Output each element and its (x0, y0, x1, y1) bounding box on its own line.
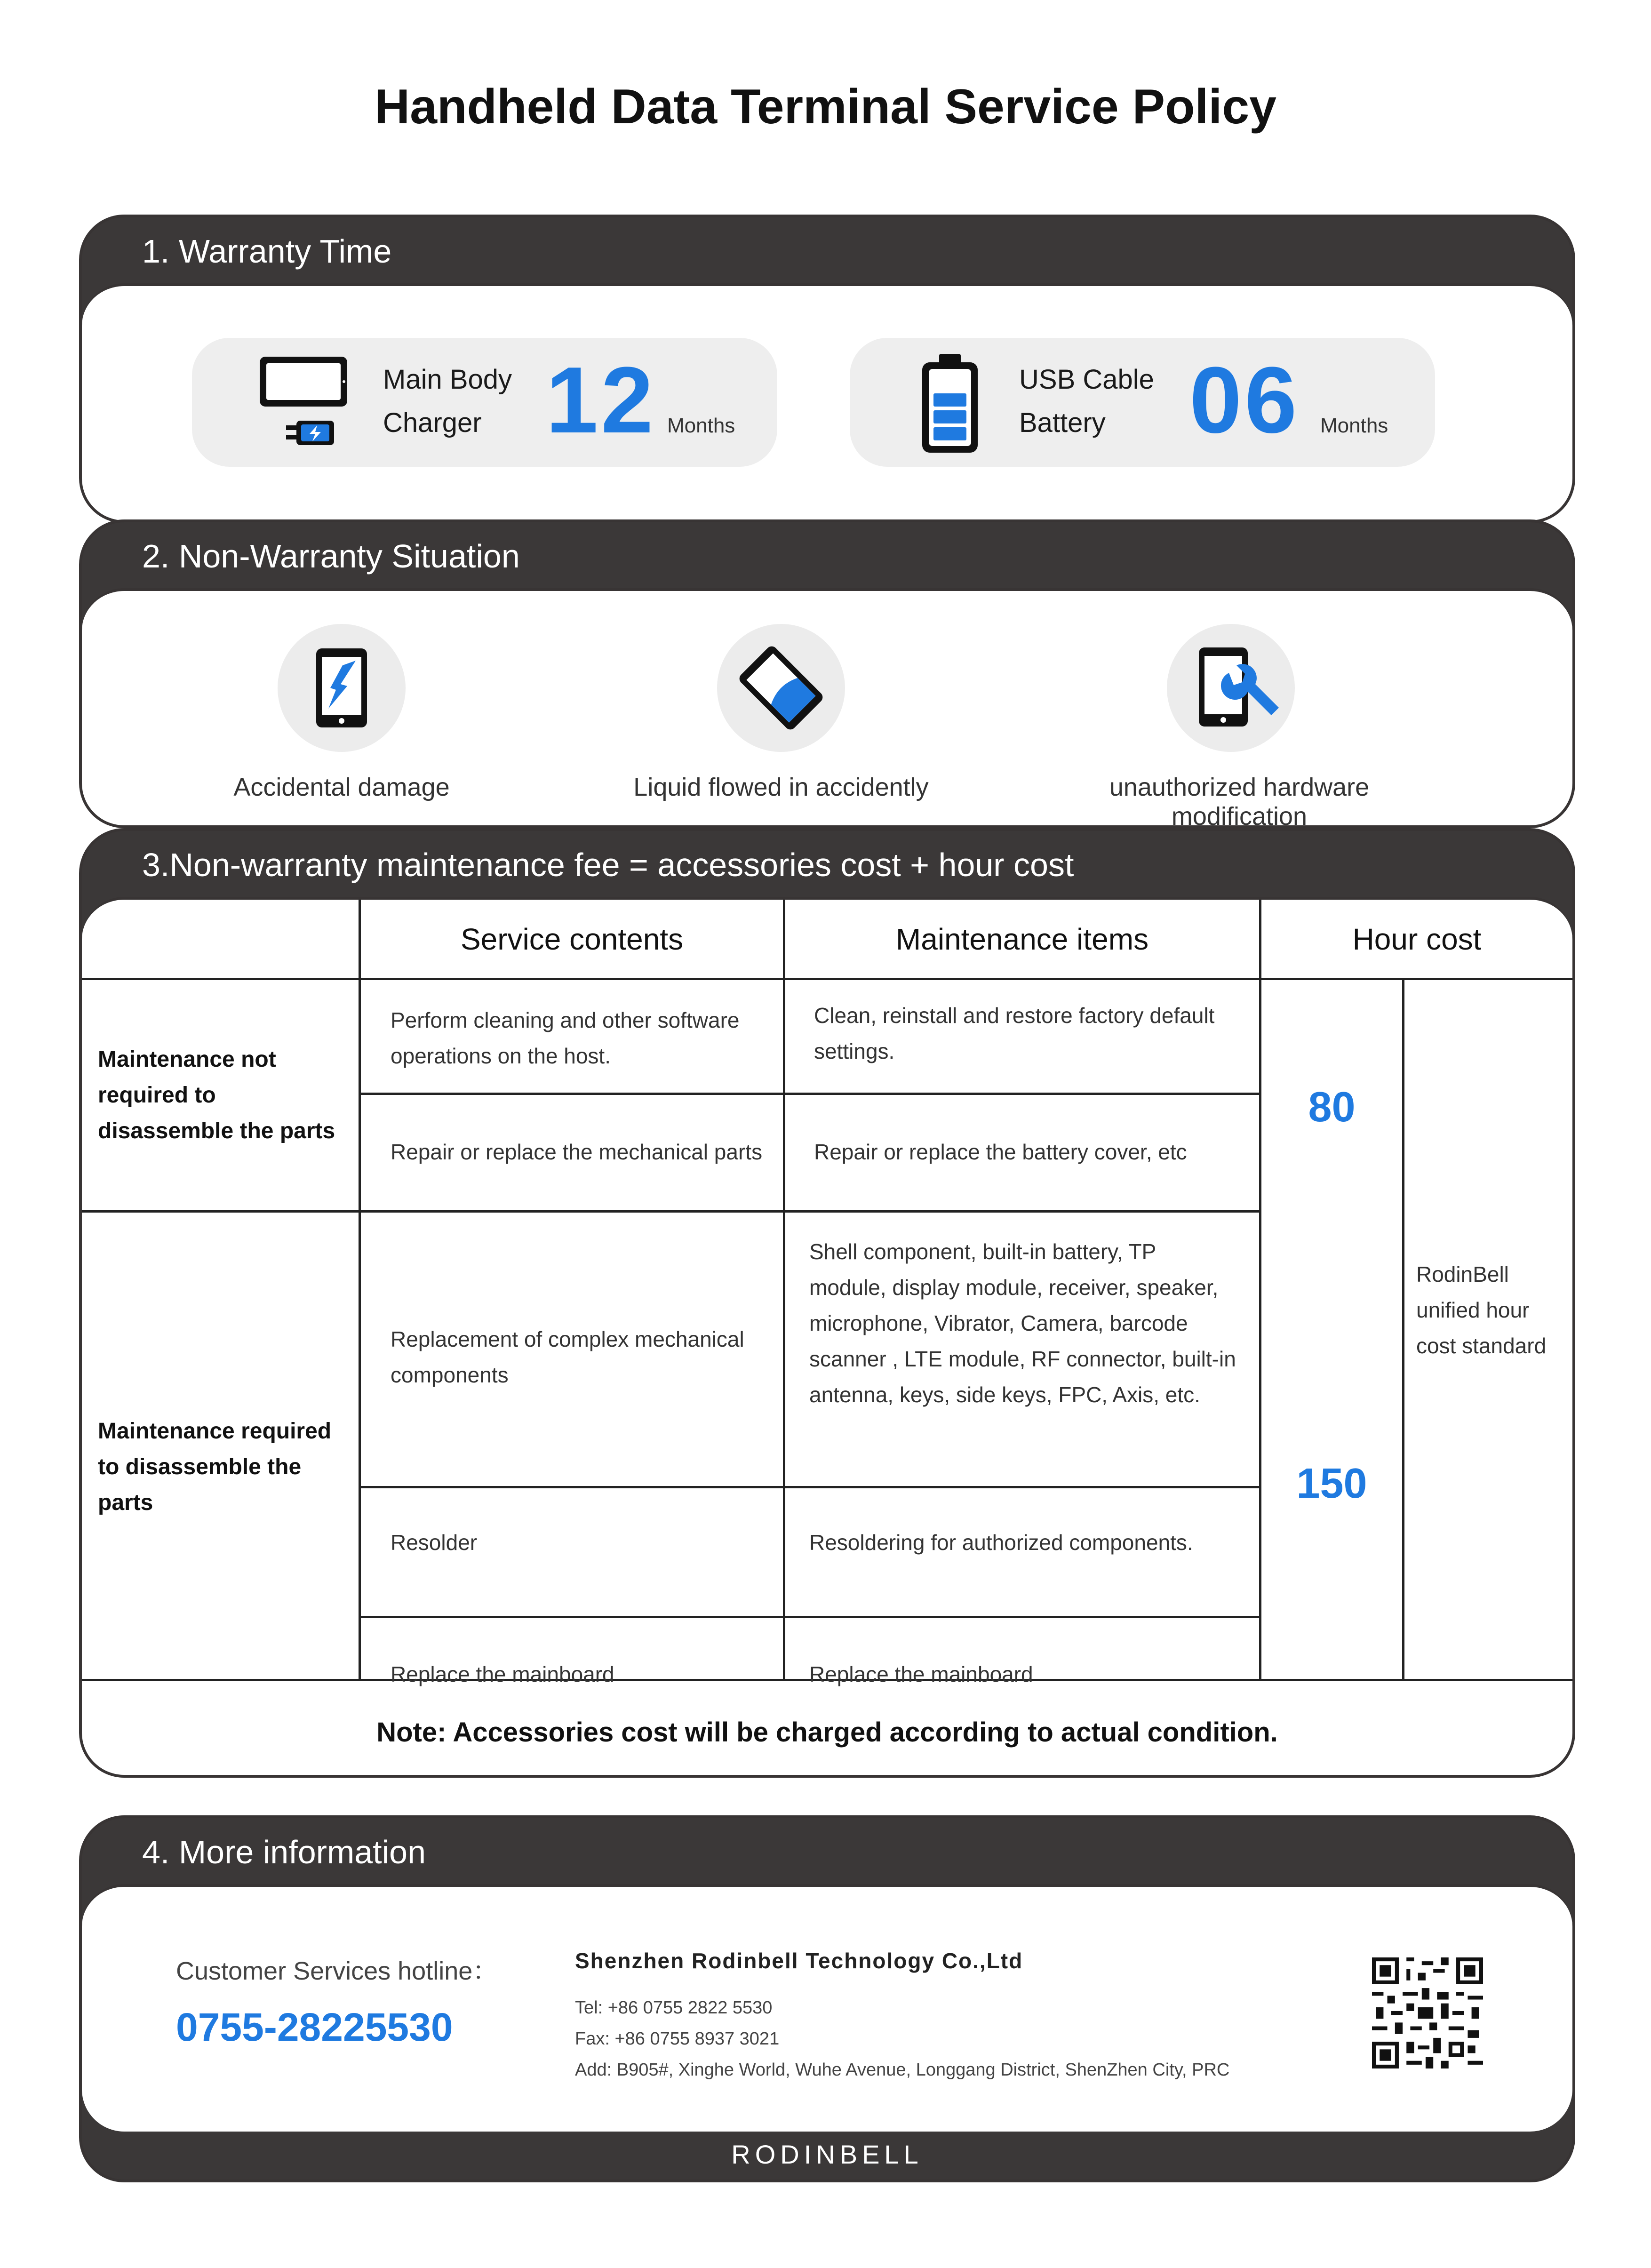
qr-code (1372, 1957, 1483, 2068)
warranty-heading: 1. Warranty Time (142, 233, 392, 270)
fee-table (82, 897, 1572, 1778)
items-cell: Clean, reinstall and restore factory default settings. (814, 1003, 1215, 1063)
hour-cost-150: 150 (1296, 1460, 1367, 1507)
col-maintenance-items: Maintenance items (895, 922, 1149, 956)
warranty-section (79, 215, 1575, 523)
non-warranty-section (79, 519, 1575, 828)
hardware-modification-label: unauthorized hardware modification (1109, 773, 1370, 828)
hardware-modification-badge (1167, 624, 1295, 752)
warranty-months-main: 12 (546, 348, 656, 453)
months-unit: Months (1320, 414, 1388, 437)
fee-heading: 3.Non-warranty maintenance fee = accessories cost + hour cost (142, 847, 1074, 883)
company-tel: Tel: +86 0755 2822 5530 (575, 1998, 773, 2018)
fee-section (79, 828, 1575, 1778)
liquid-damage-label: Liquid flowed in accidently (633, 773, 929, 801)
page-title: Handheld Data Terminal Service Policy (375, 80, 1276, 134)
months-unit: Months (667, 414, 735, 437)
service-cell: Replace the mainboard (391, 1662, 614, 1686)
liquid-damage-badge (717, 624, 845, 752)
liquid-phone-icon (734, 641, 828, 735)
charger-label: Charger (383, 407, 482, 438)
device-charger-icon (258, 355, 352, 458)
warranty-card-main (192, 338, 777, 467)
cracked-phone-icon (314, 647, 369, 729)
more-info-heading: 4. More information (142, 1834, 426, 1870)
service-cell: Resolder (391, 1530, 478, 1555)
col-service-contents: Service contents (460, 922, 684, 956)
items-cell: Shell component, built-in battery, TP module, display module, receiver, speaker, microphone, Vibrator, Camera, barcode scanner , LTE module, RF connector, built-in antenna, keys, side keys, FPC, Axis, etc. (809, 1239, 1236, 1407)
items-cell: Resoldering for authorized components. (809, 1530, 1193, 1555)
company-name: Shenzhen Rodinbell Technology Co.,Ltd (575, 1949, 1023, 1973)
battery-label: Battery (1019, 407, 1106, 438)
main-body-label: Main Body (383, 364, 512, 395)
hotline-number[interactable]: 0755-28225530 (176, 2005, 453, 2049)
hour-cost-standard: RodinBell unified hour cost standard (1416, 1262, 1547, 1358)
hour-cost-80: 80 (1308, 1084, 1356, 1131)
wrench-phone-icon (1196, 646, 1281, 730)
warranty-card-battery (850, 338, 1435, 467)
hotline-label: Customer Services hotline： (176, 1957, 498, 1985)
col-hour-cost: Hour cost (1352, 922, 1482, 956)
footer-logo: RODINBELL (731, 2140, 923, 2169)
group-no-disassembly: Maintenance not required to disassemble the parts (98, 1047, 335, 1143)
accidental-damage-badge (278, 624, 406, 752)
service-cell: Perform cleaning and other software operations on the host. (391, 1008, 740, 1068)
company-fax: Fax: +86 0755 8937 3021 (575, 2029, 780, 2049)
items-cell: Repair or replace the battery cover, etc (814, 1140, 1187, 1164)
company-address: Add: B905#, Xinghe World, Wuhe Avenue, Longgang District, ShenZhen City, PRC (575, 2060, 1230, 2080)
usb-cable-label: USB Cable (1019, 364, 1154, 395)
non-warranty-heading: 2. Non-Warranty Situation (142, 538, 520, 575)
service-cell: Repair or replace the mechanical parts (391, 1140, 763, 1164)
group-disassembly: Maintenance required to disassemble the parts (98, 1419, 332, 1515)
more-info-section (79, 1815, 1575, 2182)
accessories-note: Note: Accessories cost will be charged according to actual condition. (376, 1717, 1278, 1748)
accidental-damage-label: Accidental damage (233, 773, 450, 801)
items-cell: Replace the mainboard (809, 1662, 1033, 1686)
warranty-months-battery: 06 (1189, 348, 1300, 453)
battery-icon (919, 352, 981, 455)
service-cell: Replacement of complex mechanical components (391, 1327, 744, 1387)
